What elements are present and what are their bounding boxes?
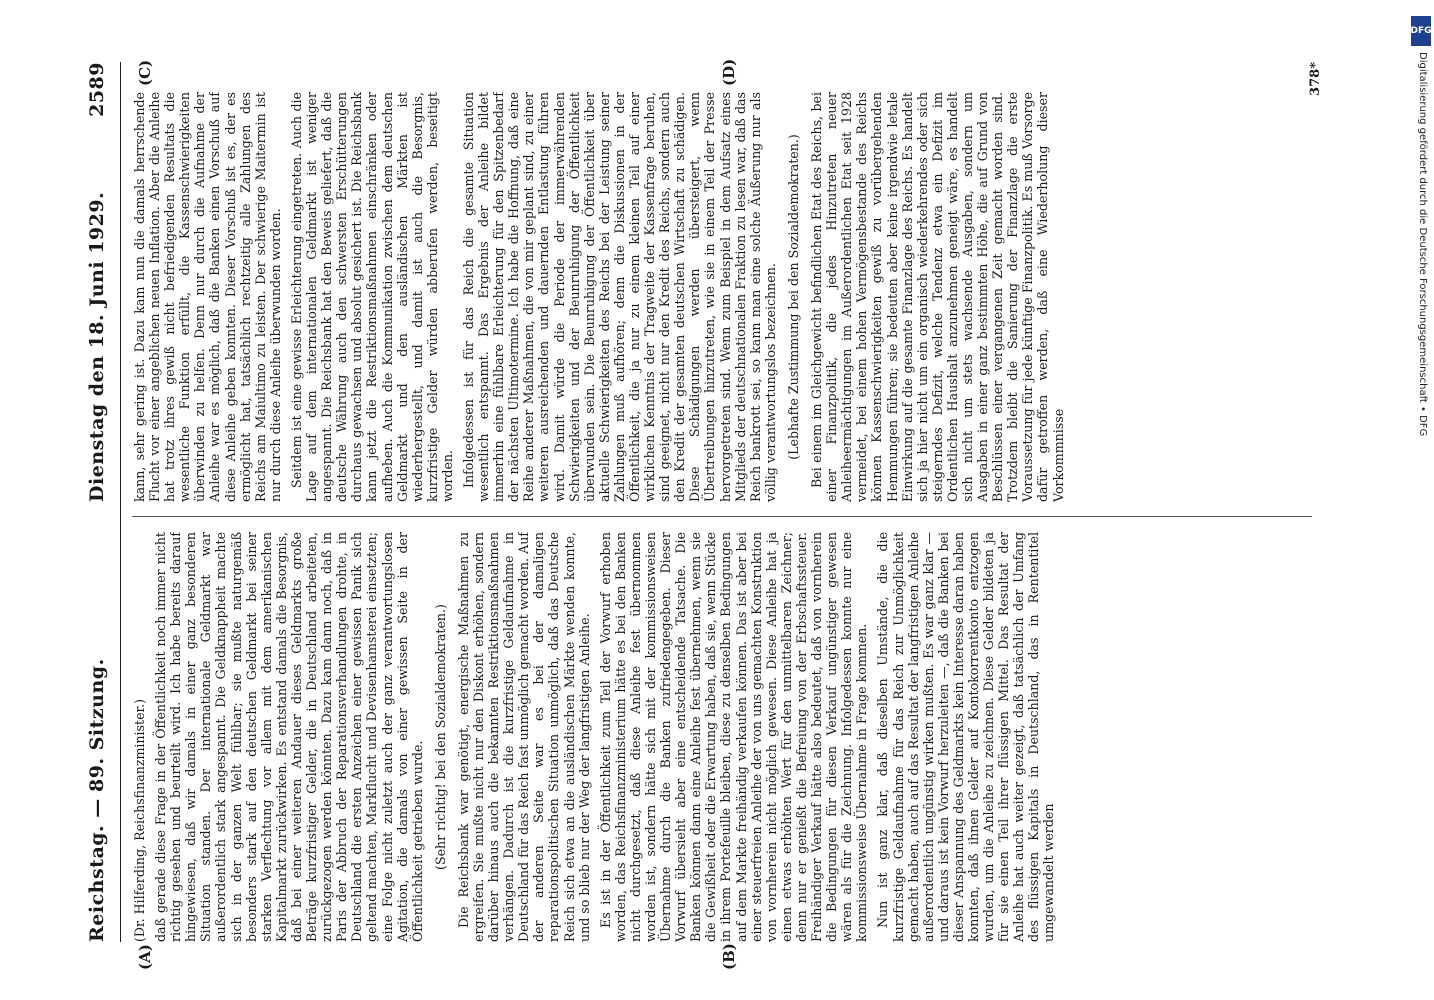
page-number: 2589 xyxy=(86,62,108,117)
paragraph: daß gerade diese Frage in der Öffentlichkeit noch immer nicht richtig gesehen und beurteilt wird. Ich habe bereits darauf hingewiesen, daß wir damals in einer ganz besonderen Situation standen. Der internationale Geldmarkt war außerordentlich stark angespannt. Die Geldknappheit machte sich in der ganzen Welt fühlbar; sie mußte naturgemäß besonders stark auf den deutschen Geldmarkt bei seiner starken Verflechtung vor allem mit dem amerikanischen Kapitalmarkt zurückwirken. Es entstand damals die Besorgnis, daß bei einer weiteren Andauer dieses Geldmarkts große Beträge kurzfristiger Gelder, die in Deutschland arbeiteten, zurückgezogen werden könnten. Dazu kam dann noch, daß in Paris der Abbruch der Reparationsverhandlungen drohte, in Deutschland die ersten Anzeichen einer gewissen Panik sich geltend machten, Markflucht und Devisenhamsterei einsetzten; eine Folge nicht zuletzt auch der ganz verantwortungslosen Agitation, die damals von einer gewissen Seite in der Öffentlichkeit getrieben wurde. xyxy=(153,532,425,942)
margin-marker-c: (C) xyxy=(136,59,154,86)
column-divider xyxy=(132,516,1312,517)
rotated-sheet xyxy=(80,58,1330,970)
paragraph: Es ist in der Öffentlichkeit zum Teil der Vorwurf erhoben worden, das Reichsfinanzministerium hätte es bei den Banken nicht durchgesetzt, daß diese Anleihe fest übernommen worden ist, sondern hätte sich mit der kommissionsweisen Übernahme durch die Banken zufriedengegeben. Dieser Vorwurf übersieht aber eine entscheidende Tatsache. Die Banken können dann eine Anleihe fest übernehmen, wenn sie die Gewißheit oder die Erwartung haben, daß sie, wenn Stücke in ihrem Portefeuille bleiben, diese zu denselben Bedingungen auf dem Markte freihändig verkaufen können. Das ist aber bei einer steuerfreien Anleihe der von uns gemachten Konstruktion von vornherein nicht möglich gewesen. Diese Anleihe hat ja einen etwas erhöhten Wert für den unmittelbaren Zeichner; denn nur er genießt die Befreiung von der Erbschaftssteuer. Freihändiger Verkauf hätte also bedeutet, daß von vornherein die Bedingungen für diesen Verkauf ungünstiger gewesen wären als für die Zeichnung. Infolgedessen konnte nur eine kommissionsweise Übernahme in Frage kommen. xyxy=(597,532,870,942)
dfg-sidebar xyxy=(1408,8,1434,998)
margin-marker-a: (A) xyxy=(136,944,154,970)
margin-marker-b: (B) xyxy=(720,943,738,970)
margin-marker-d: (D) xyxy=(720,58,738,86)
paragraph: Bei einem im Gleichgewicht befindlichen Etat des Reichs, bei einer Finanzpolitik, die jedes Hinzutreten neuer Anleiheermächtigungen im Außerordentlichen Etat seit 1928 vermeidet, bei einem hohen Vermögensbestande des Reichs können Kassenschwierigkeiten gewiß zu vorübergehenden Hemmungen führen; sie bedeuten aber keine irgendwie letale Einwirkung auf die gesamte Finanzlage des Reichs. Es handelt sich ja hier nicht um ein organisch wiederkehrendes oder sich steigerndes Defizit, welche Tendenz etwa ein Defizit im Ordentlichen Haushalt anzunehmen geneigt wäre, es handelt sich nicht um stets wachsende Ausgaben, sondern um Ausgaben in einer ganz bestimmten Höhe, die auf Grund von Beschlüssen einer vergangenen Zeit gemacht worden sind. Trotzdem bleibt die Sanierung der Finanzlage die erste Voraussetzung für jede künftige Finanzpolitik. Es muß Vorsorge dafür getroffen werden, daß eine Wiederholung dieser Vorkommnisse xyxy=(809,92,1066,502)
interjection: (Lebhafte Zustimmung bei den Sozialdemokraten.) xyxy=(785,134,801,460)
text-column-right xyxy=(132,92,1312,502)
header-date: Dienstag den 18. Juni 1929. xyxy=(86,191,108,502)
paragraph: Seitdem ist eine gewisse Erleichterung eingetreten. Auch die Lage auf dem internationalen Geldmarkt ist weniger angespannt. Die Reichsbank hat den Beweis geliefert, daß die deutsche Währung auch den schwersten Erschütterungen durchaus gewachsen und absolut gesichert ist. Die Reichsbank kann jetzt die Restriktionsmaßnahmen einschränken oder aufheben. Auch die Kommunikation zwischen dem deutschen Geldmarkt und den ausländischen Märkten ist wiederhergestellt, und damit ist auch die Besorgnis, kurzfristige Gelder würden abberufen werden, beseitigt worden. xyxy=(288,92,455,502)
header-session: 89. Sitzung. xyxy=(86,658,108,792)
page-header xyxy=(80,62,121,942)
paragraph: Die Reichsbank war genötigt, energische Maßnahmen zu ergreifen. Sie mußte nicht nur den Diskont erhöhen, sondern darüber hinaus auch die bekannten Restriktionsmaßnahmen verhängen. Dadurch ist die kurzfristige Geldaufnahme in Deutschland für das Reich fast unmöglich gemacht worden. Auf der anderen Seite war es bei der damaligen reparationspolitischen Situation unmöglich, daß das Deutsche Reich sich etwa an die ausländischen Märkte wenden konnte, und so blieb nur der Weg der langfristigen Anleihe. xyxy=(455,532,592,942)
interjection: (Sehr richtig! bei den Sozialdemokraten.) xyxy=(432,604,448,870)
dfg-logo: DFG xyxy=(1411,16,1431,46)
paragraph: Infolgedessen ist für das Reich die gesamte Situation wesentlich entspannt. Das Ergebnis der Anleihe bildet immerhin eine fühlbare Erleichterung für den Spitzenbedarf der nächsten Ultimotermine. Ich habe die Hoffnung, daß eine Reihe anderer Maßnahmen, die von mir geplant sind, zu einer weiteren ausreichenden und dauernden Entlastung führen wird. Damit würde die Periode der immerwährenden Schwierigkeiten und der Beunruhigung der Öffentlichkeit überwunden sein. Die Beunruhigung der Öffentlichkeit über aktuelle Schwierigkeiten des Reichs bei der Leistung seiner Zahlungen muß aufhören; denn die Diskussionen in der Öffentlichkeit, die ja nur zu einem kleinen Teil auf einer wirklichen Kenntnis der Tragweite der Kassenfrage beruhen, sind geeignet, nicht nur den Kredit des Reichs, sondern auch den Kredit der gesamten deutschen Wirtschaft zu schädigen. Diese Schädigungen werden übersteigert, wenn Übertreibungen hinzutreten, wie sie in einem Teil der Presse hervorgetreten sind. Wenn zum Beispiel in dem Aufsatz eines Mitglieds der deutschnationalen Fraktion zu lesen war, daß das Reich bankrott sei, so kann man eine solche Äußerung nur als völlig verantwortungslos bezeichnen. xyxy=(460,92,778,502)
paragraph: kann, sehr gering ist. Dazu kam nun die damals herrschende Flucht vor einer angeblichen neuen Inflation. Aber die Anleihe hat trotz ihres gewiß nicht befriedigenden Resultats die wesentliche Funktion erfüllt, die Kassenschwierigkeiten überwinden zu helfen. Denn nur durch die Aufnahme der Anleihe war es möglich, daß die Banken einen Vorschuß auf diese Anleihe geben konnten. Dieser Vorschuß ist es, der es ermöglicht hat, tatsächlich rechtzeitig alle Zahlungen des Reichs am Maiultimo zu leisten. Der schwierige Maitermin ist nur durch diese Anleihe überwunden worden. xyxy=(132,92,283,502)
speaker-label: (Dr. Hilferding, Reichsfinanzminister.) xyxy=(132,698,147,942)
paragraph: Nun ist ganz klar, daß dieselben Umstände, die die kurzfristige Geldaufnahme für das Reich zur Unmöglichkeit gemacht haben, auch auf das Resultat der langfristigen Anleihe außerordentlich ungünstig wirken mußten. Es war ganz klar — und daraus ist kein Vorwurf herzuleiten —, daß die Banken bei dieser Anspannung des Geldmarkts kein Interesse daran haben konnten, daß ihnen Gelder auf Kontokorrentkonto entzogen wurden, um die Anleihe zu zeichnen. Diese Gelder bildeten ja für sie einen Teil ihrer flüssigen Mittel. Das Resultat der Anleihe hat auch weiter gezeigt, daß tatsächlich der Umfang des flüssigen Kapitals in Deutschland, das in Rententitel umgewandelt werden xyxy=(875,532,1057,942)
text-column-left xyxy=(132,532,1312,942)
signature-mark: 378* xyxy=(1308,62,1323,96)
dfg-credit-text: Digitalisierung gefördert durch die Deutsche Forschungsgemeinschaft • DFG xyxy=(1417,52,1428,437)
header-left: Reichstag. — xyxy=(86,798,108,942)
